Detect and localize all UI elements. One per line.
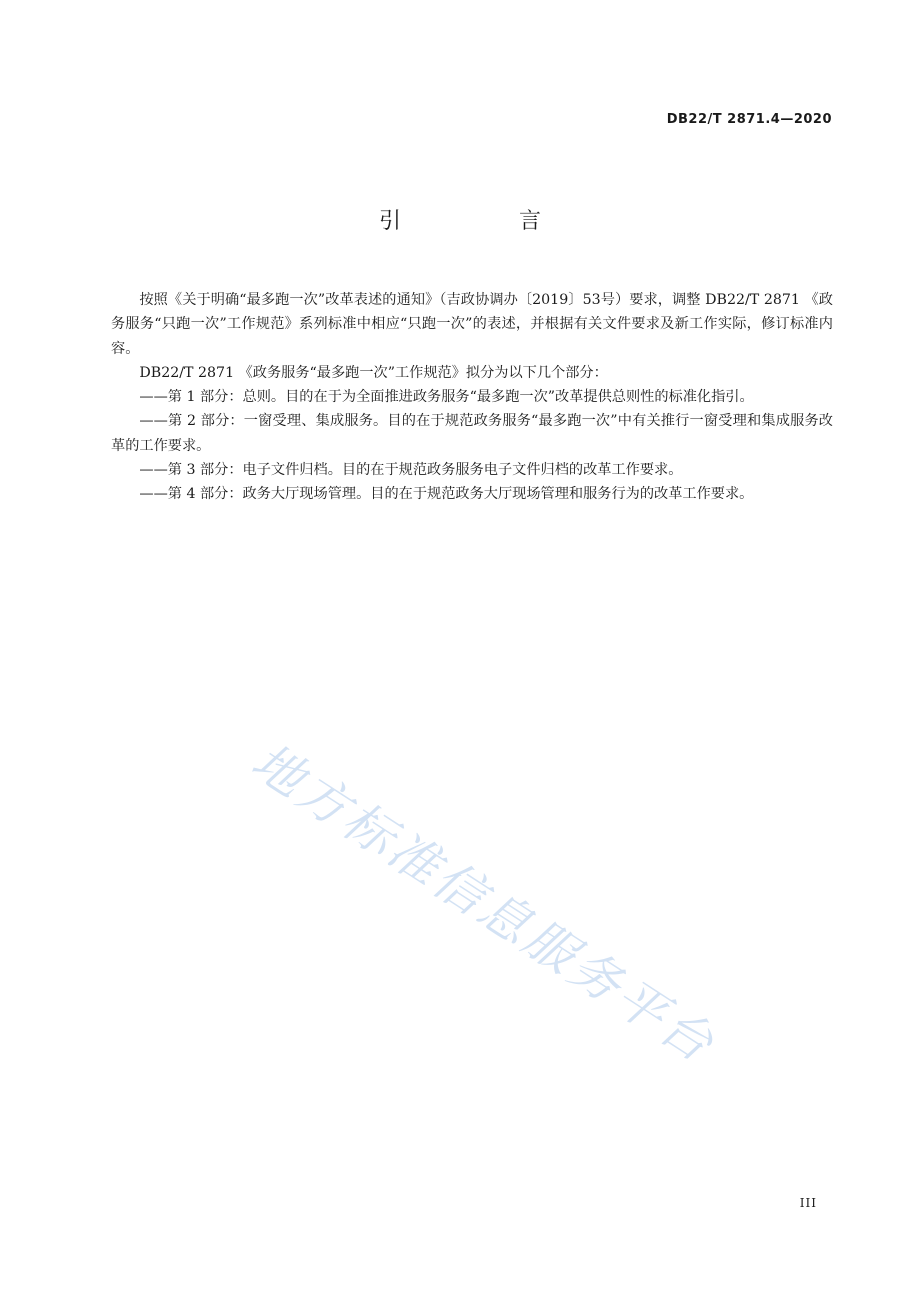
paragraph-part-1: ——第 1 部分：总则。目的在于为全面推进政务服务“最多跑一次”改革提供总则性的标准化指引。 [139, 389, 754, 406]
page-number: III [799, 1196, 817, 1210]
paragraph-part-3: ——第 3 部分：电子文件归档。目的在于规范政务服务电子文件归档的改革工作要求。 [139, 462, 683, 479]
paragraph-parts-intro: DB22/T 2871 《政务服务“最多跑一次”工作规范》拟分为以下几个部分： [139, 364, 608, 381]
section-title: 引 言 [378, 209, 589, 234]
paragraph-part-2: ——第 2 部分：一窗受理、集成服务。目的在于规范政务服务“最多跑一次”中有关推行一窗受理和集成服务改革的工作要求。 [111, 413, 833, 454]
document-code: DB22/T 2871.4—2020 [666, 112, 832, 127]
introduction-body [111, 288, 833, 507]
watermark: 地方标准信息服务平台 [241, 731, 727, 1075]
paragraph-revision-basis: 按照《关于明确“最多跑一次”改革表述的通知》（吉政协调办〔2019〕53号）要求，调整 DB22/T 2871 《政务服务“只跑一次”工作规范》系列标准中相应“只跑一次”的表述，并根据有关文件要求及新工作实际，修订标准内容。 [111, 292, 833, 357]
paragraph-part-4: ——第 4 部分：政务大厅现场管理。目的在于规范政务大厅现场管理和服务行为的改革工作要求。 [139, 486, 754, 503]
